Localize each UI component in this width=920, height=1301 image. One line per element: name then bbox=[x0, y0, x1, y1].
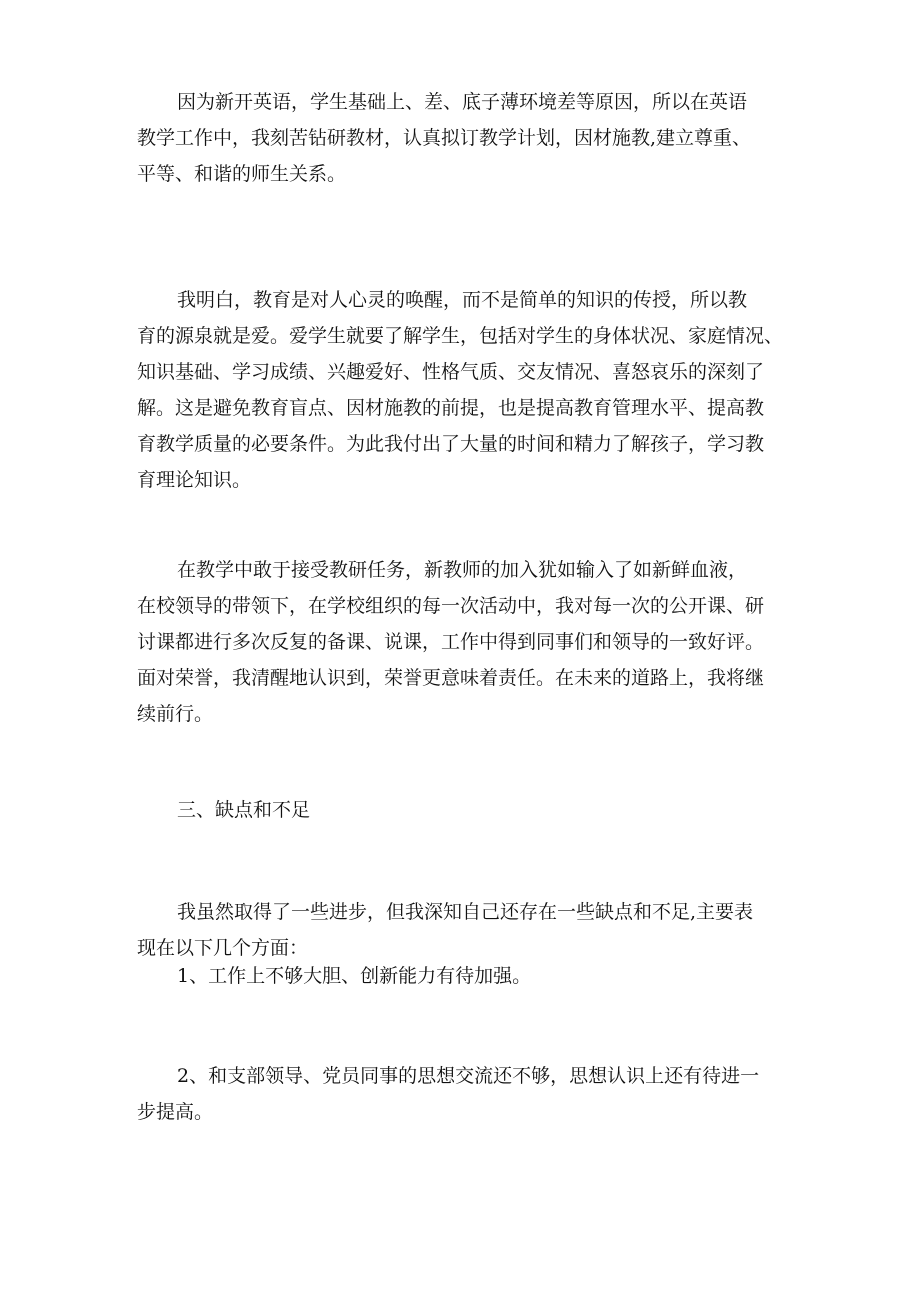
paragraph-line: 育的源泉就是爱。爱学生就要了解学生，包括对学生的身体状况、家庭情况、 bbox=[137, 325, 784, 347]
paragraph-education-love bbox=[137, 282, 792, 498]
paragraph-shortcomings-intro bbox=[137, 894, 792, 966]
section-heading: 三、缺点和不足 bbox=[177, 799, 311, 821]
list-item-line: 1、工作上不够大胆、创新能力有待加强。 bbox=[177, 965, 532, 987]
paragraph-teaching-research bbox=[137, 552, 792, 732]
paragraph-english-teaching bbox=[137, 84, 792, 192]
list-item-communication bbox=[137, 1058, 792, 1130]
paragraph-line: 在校领导的带领下，在学校组织的每一次活动中，我对每一次的公开课、研 bbox=[137, 595, 765, 617]
paragraph-line: 平等、和谐的师生关系。 bbox=[137, 163, 347, 185]
paragraph-line: 教学工作中，我刻苦钻研教材，认真拟订教学计划，因材施教,建立尊重、 bbox=[137, 127, 752, 149]
list-item-line: 步提高。 bbox=[137, 1101, 214, 1123]
list-item-line: 2、和支部领导、党员同事的思想交流还不够，思想认识上还有待进一 bbox=[177, 1065, 760, 1087]
paragraph-line: 育教学质量的必要条件。为此我付出了大量的时间和精力了解孩子，学习教 bbox=[137, 433, 765, 455]
paragraph-line: 因为新开英语，学生基础上、差、底子薄环境差等原因，所以在英语 bbox=[177, 91, 748, 113]
paragraph-line: 解。这是避免教育盲点、因材施教的前提，也是提高教育管理水平、提高教 bbox=[137, 397, 765, 419]
paragraph-line: 在教学中敢于接受教研任务，新教师的加入犹如输入了如新鲜血液， bbox=[177, 559, 748, 581]
paragraph-line: 现在以下几个方面： bbox=[137, 937, 309, 959]
paragraph-line: 我虽然取得了一些进步，但我深知自己还存在一些缺点和不足,主要表 bbox=[177, 901, 754, 923]
paragraph-line: 续前行。 bbox=[137, 703, 214, 725]
paragraph-line: 讨课都进行多次反复的备课、说课，工作中得到同事们和领导的一致好评。 bbox=[137, 631, 765, 653]
paragraph-line: 育理论知识。 bbox=[137, 469, 252, 491]
list-item-boldness bbox=[137, 958, 792, 994]
paragraph-line: 我明白，教育是对人心灵的唤醒，而不是简单的知识的传授，所以教 bbox=[177, 289, 748, 311]
paragraph-line: 知识基础、学习成绩、兴趣爱好、性格气质、交友情况、喜怒哀乐的深刻了 bbox=[137, 361, 765, 383]
paragraph-line: 面对荣誉，我清醒地认识到，荣誉更意味着责任。在未来的道路上，我将继 bbox=[137, 667, 765, 689]
section-heading-shortcomings bbox=[137, 792, 792, 828]
